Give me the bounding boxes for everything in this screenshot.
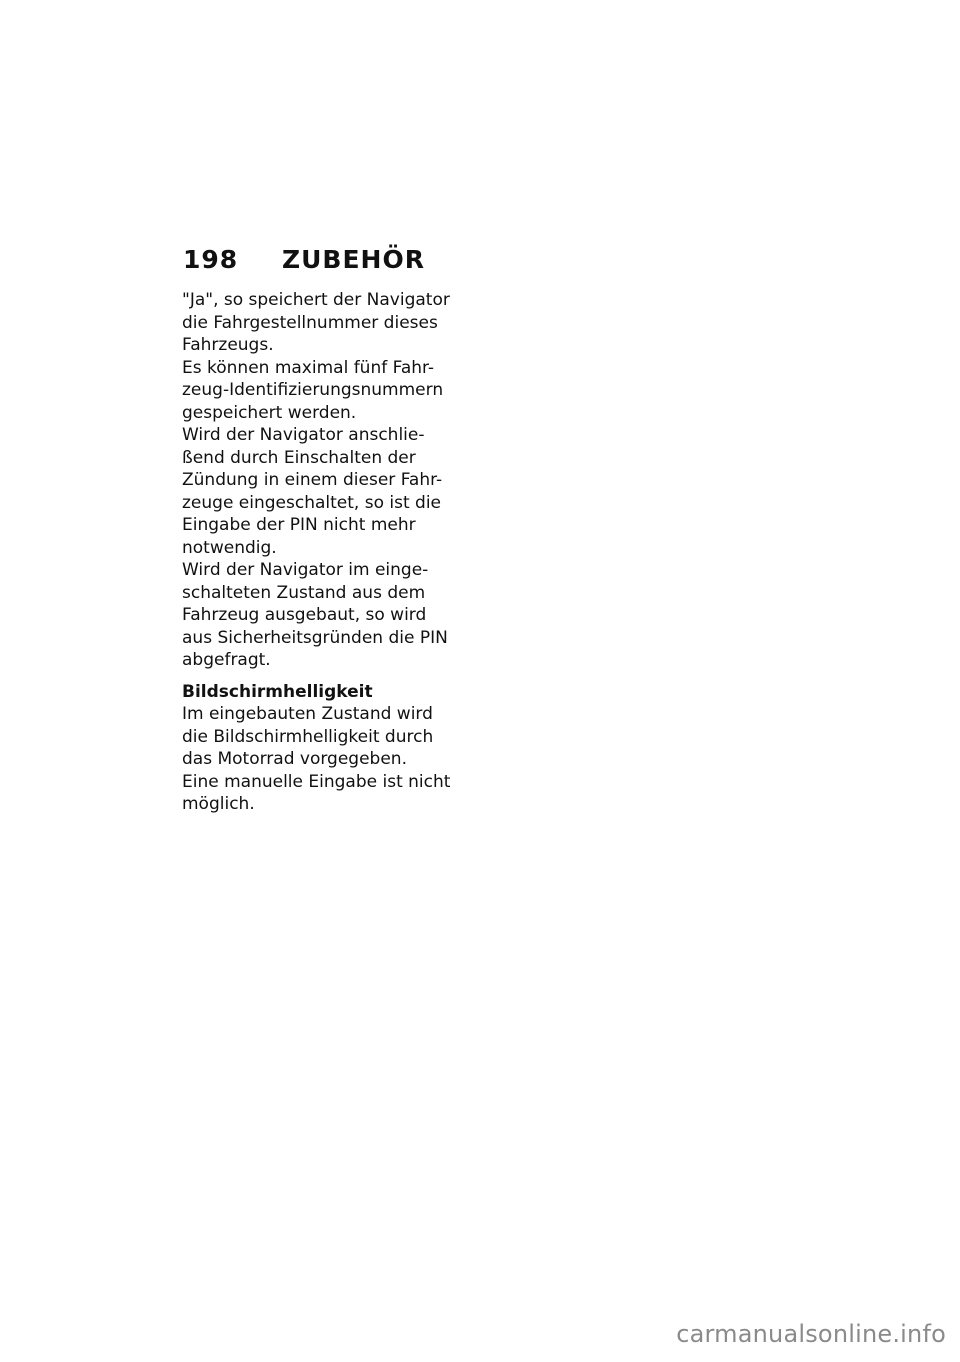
text-line: das Motorrad vorgegeben. — [182, 749, 407, 769]
page-number: 198 — [183, 245, 239, 274]
paragraph-fahrzeug-ids — [182, 357, 472, 425]
text-line: Fahrzeugs. — [182, 335, 274, 355]
text-line: abgefragt. — [182, 650, 271, 670]
text-line: möglich. — [182, 794, 255, 814]
page-header — [183, 240, 483, 280]
text-line: Fahrzeug ausgebaut, so wird — [182, 605, 427, 625]
text-line: Es können maximal fünf Fahr- — [182, 357, 435, 378]
paragraph-helligkeit-vorgegeben — [182, 703, 472, 771]
paragraph-ja-speichert — [182, 289, 472, 357]
watermark: carmanualsonline.info — [676, 1320, 946, 1348]
section-spacer — [182, 672, 472, 681]
text-line: ßend durch Einschalten der — [182, 447, 416, 468]
chapter-title: ZUBEHÖR — [282, 245, 425, 274]
section-bildschirmhelligkeit — [182, 681, 472, 816]
text-line: notwendig. — [182, 537, 277, 558]
text-line: Eine manuelle Eingabe ist nicht — [182, 771, 451, 792]
text-line: Wird der Navigator anschlie- — [182, 425, 425, 445]
text-line: "Ja", so speichert der Navigator — [182, 290, 450, 310]
paragraph-pin-nicht-notwendig — [182, 424, 472, 559]
text-line: zeuge eingeschaltet, so ist die — [182, 492, 442, 513]
text-line: die Fahrgestellnummer dieses — [182, 312, 438, 333]
text-line: gespeichert werden. — [182, 402, 357, 423]
text-line: die Bildschirmhelligkeit durch — [182, 726, 434, 747]
text-line: aus Sicherheitsgründen die PIN — [182, 627, 448, 648]
text-line: Eingabe der PIN nicht mehr — [182, 515, 416, 535]
text-line: Wird der Navigator im einge- — [182, 560, 429, 580]
text-line: schalteten Zustand aus dem — [182, 582, 426, 603]
section-heading: Bildschirmhelligkeit — [182, 681, 373, 702]
paragraph-keine-manuelle-eingabe — [182, 771, 472, 816]
text-line: Im eingebauten Zustand wird — [182, 704, 433, 724]
text-line: Zündung in einem dieser Fahr- — [182, 470, 443, 490]
paragraph-pin-abgefragt — [182, 559, 472, 672]
body-text — [182, 289, 472, 816]
text-line: zeug-Identifizierungsnummern — [182, 380, 444, 400]
